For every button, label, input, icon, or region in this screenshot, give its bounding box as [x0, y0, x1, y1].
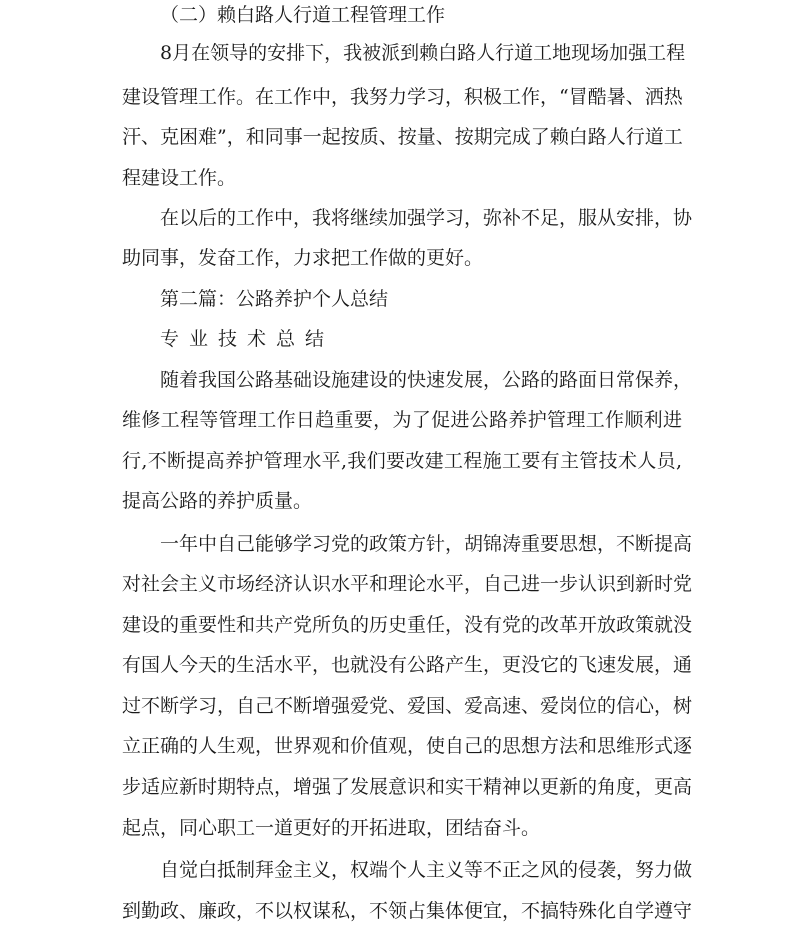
paragraph-line: 助同事，发奋工作，力求把工作做的更好。 [122, 247, 484, 269]
chapter-heading: 第二篇：公路养护个人总结 [160, 288, 389, 310]
paragraph-line: 维修工程等管理工作日趋重要，为了促进公路养护管理工作顺利进 [122, 409, 682, 431]
sub-heading: 专业技术总结 [160, 328, 335, 350]
section-heading: （二）赖白路人行道工程管理工作 [160, 4, 446, 26]
paragraph-line: 有国人今天的生活水平，也就没有公路产生，更没它的飞速发展，通 [122, 654, 693, 676]
paragraph-line: 过不断学习，自己不断增强爱党、爱国、爱高速、爱岗位的信心，树 [122, 695, 693, 717]
paragraph-line: 汗、克困难”，和同事一起按质、按量、按期完成了赖白路人行道工 [122, 126, 683, 148]
paragraph-line: 一年中自己能够学习党的政策方针，胡锦涛重要思想，不断提高 [160, 533, 693, 555]
paragraph-line: 提高公路的养护质量。 [122, 490, 313, 512]
paragraph-line: 步适应新时期特点，增强了发展意识和实干精神以更新的角度，更高 [122, 776, 693, 798]
paragraph-line: 程建设工作。 [122, 167, 237, 189]
paragraph-line: 立正确的人生观，世界观和价值观，使自己的思想方法和思维形式逐 [122, 735, 693, 757]
paragraph-line: 行,不断提高养护管理水平,我们要改建工程施工要有主管技术人员, [122, 450, 682, 472]
paragraph-line: 对社会主义市场经济认识水平和理论水平，自己进一步认识到新时党 [122, 573, 693, 595]
paragraph-line: 在以后的工作中，我将继续加强学习，弥补不足，服从安排，协 [160, 207, 693, 229]
paragraph-line: 自觉白抵制拜金主义，权端个人主义等不正之风的侵袭，努力做 [160, 859, 693, 881]
paragraph-line: 8月在领导的安排下，我被派到赖白路人行道工地现场加强工程 [160, 42, 686, 64]
paragraph-line: 建设的重要性和共产党所负的历史重任，没有党的改革开放政策就没 [122, 614, 693, 636]
paragraph-line: 起点，同心职工一道更好的开拓进取，团结奋斗。 [122, 817, 541, 839]
paragraph-line: 建设管理工作。在工作中，我努力学习，积极工作，“冒酷暑、洒热 [122, 86, 683, 108]
paragraph-line: 到勤政、廉政，不以权谋私，不领占集体便宜，不搞特殊化自学遵守 [122, 900, 693, 922]
paragraph-line: 随着我国公路基础设施建设的快速发展，公路的路面日常保养， [160, 369, 693, 391]
